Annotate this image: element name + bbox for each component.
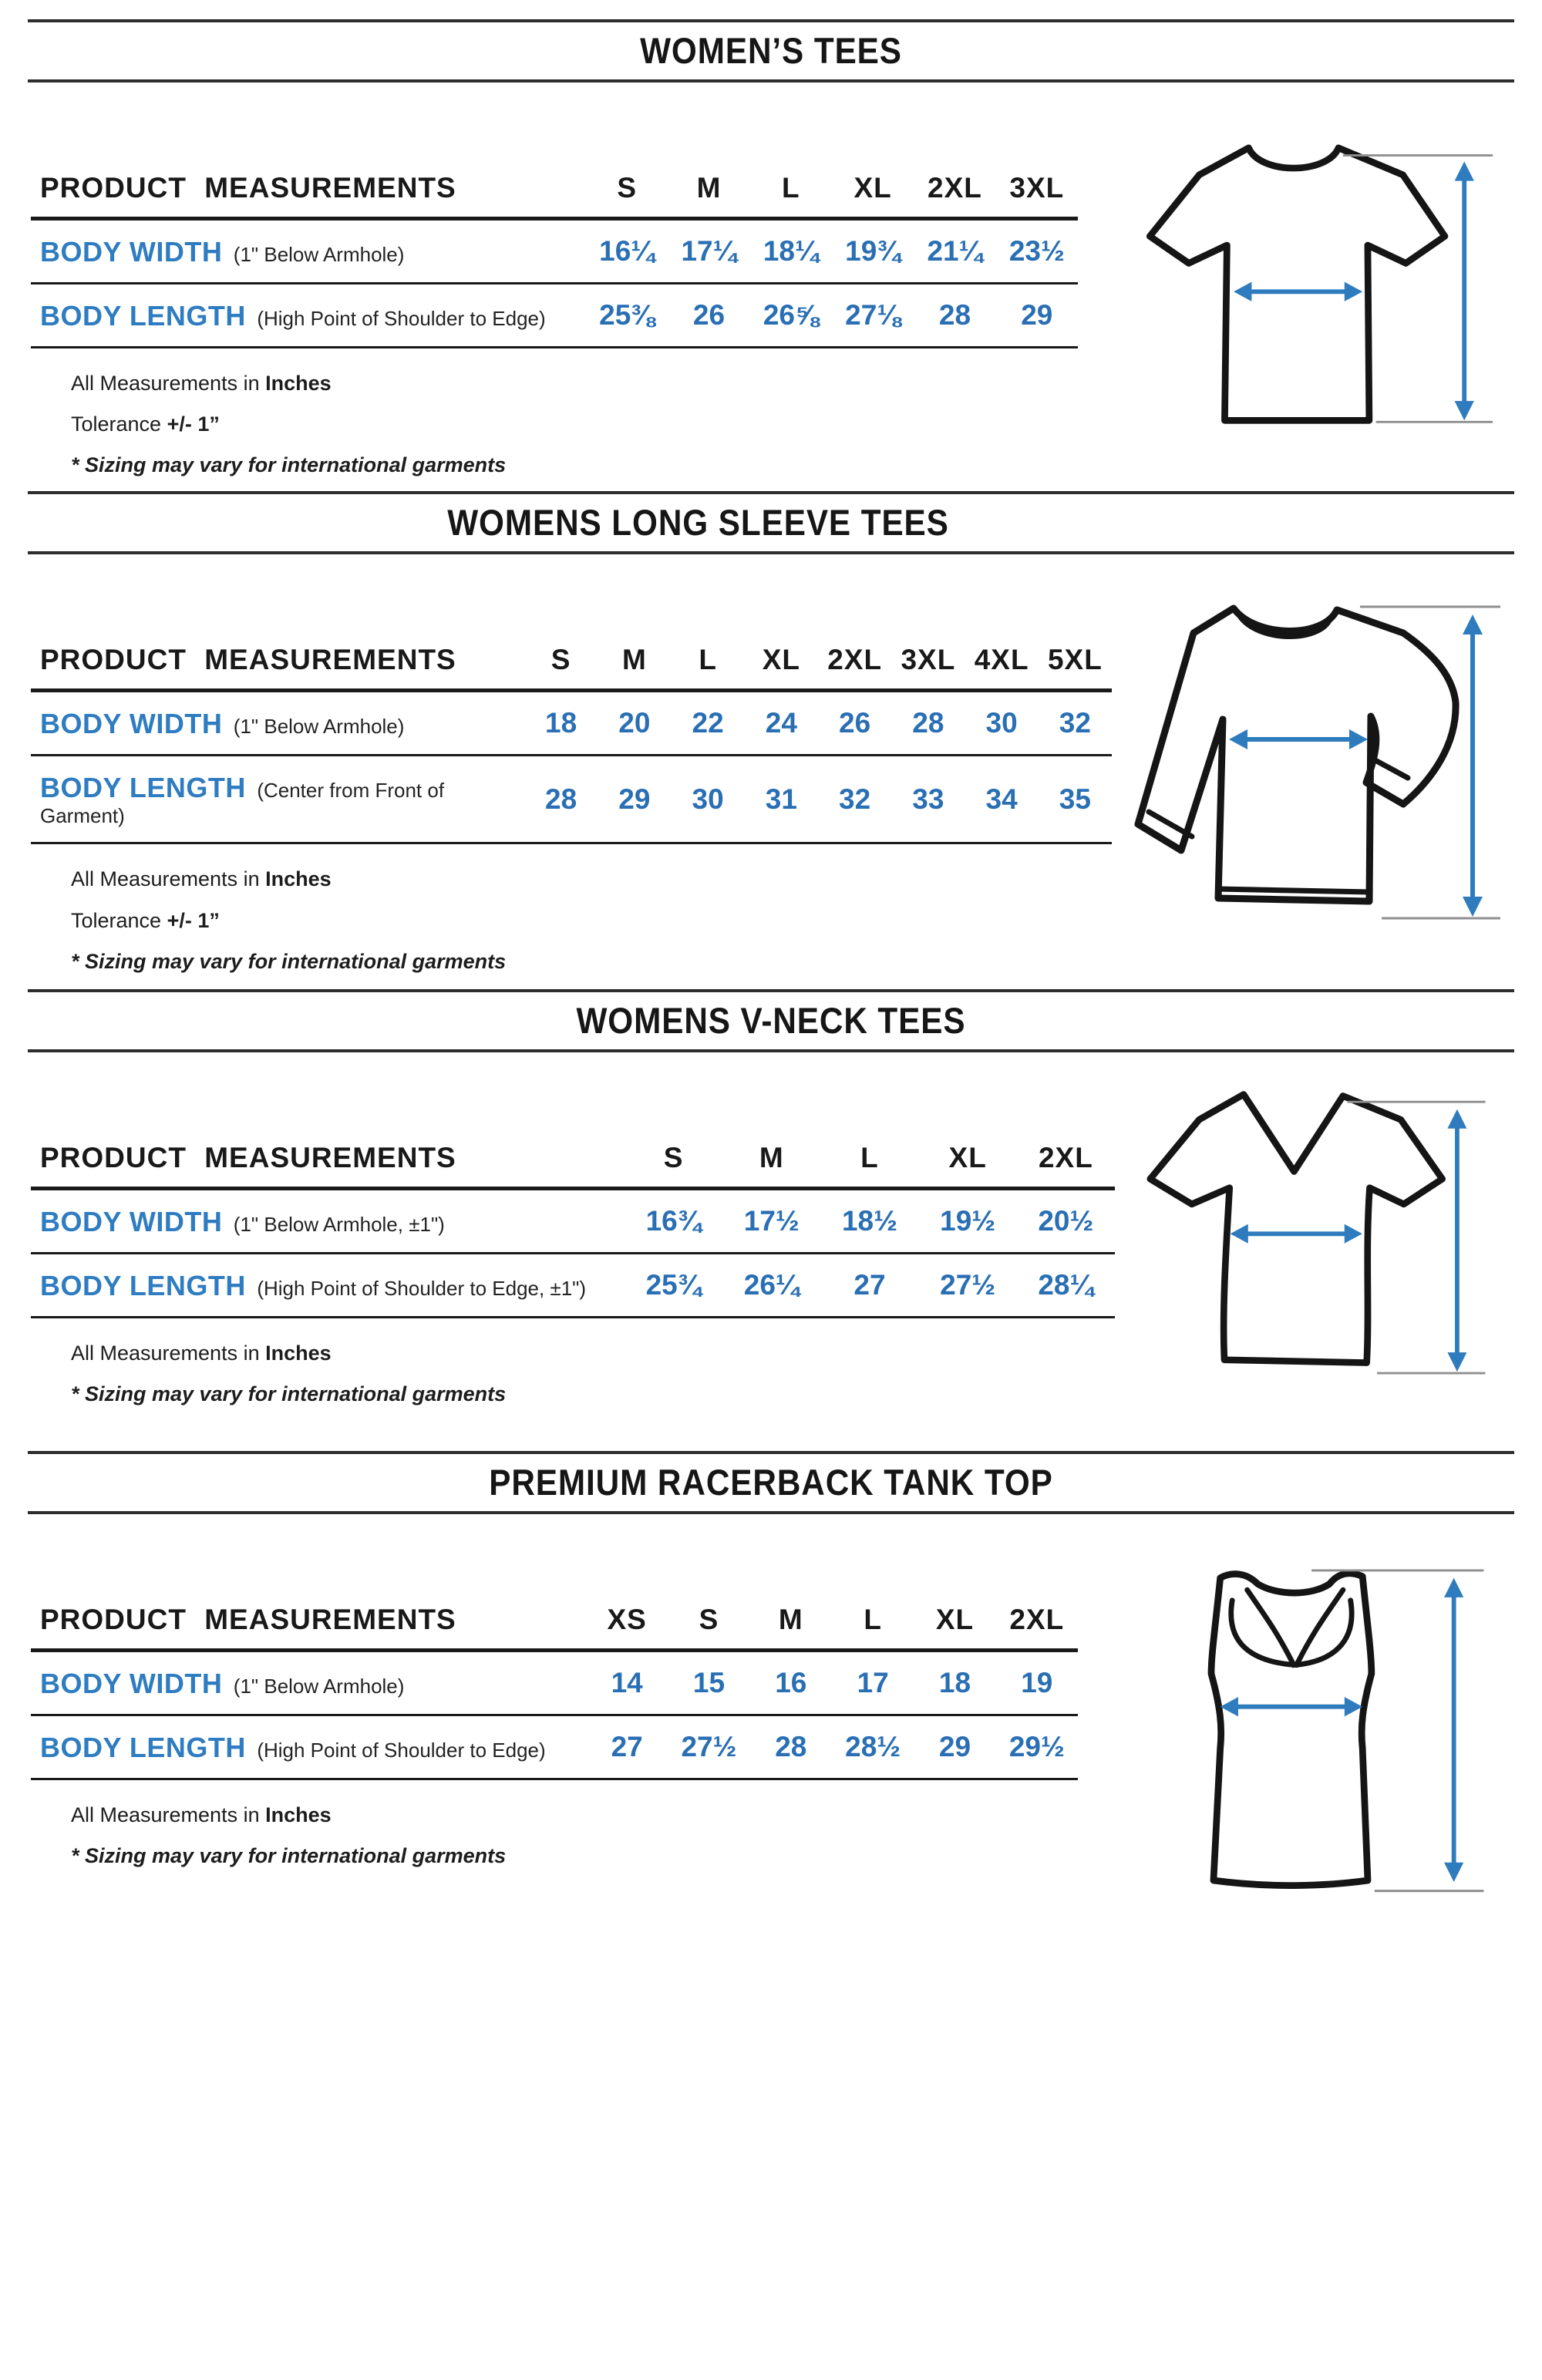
size-header: XL [914,1604,995,1651]
size-header: 2XL [914,172,995,219]
table-header-row [31,172,1078,219]
value-cell: 27⅛ [832,284,914,348]
value-cell: 34 [965,756,1039,843]
footnote-bold: Inches [265,867,332,891]
section-womens-tees [0,19,1542,480]
value-cell: 17 [832,1651,914,1715]
row-label-cell [31,756,524,843]
value-cell: 28½ [832,1715,914,1779]
row-label: BODY WIDTH [40,1205,223,1237]
value-cell: 26⅝ [750,284,832,348]
international-note: * Sizing may vary for international garments [71,453,507,477]
size-header: 4XL [965,644,1039,691]
footnote-bold: +/- 1” [167,412,220,436]
row-label: BODY WIDTH [40,708,223,740]
row-note: (High Point of Shoulder to Edge, ±1") [257,1276,587,1300]
tee-outline [1150,148,1445,420]
row-label: BODY WIDTH [40,1668,223,1700]
size-header: S [668,1604,749,1651]
table-row-body-length [31,1715,1078,1779]
value-cell: 25¾ [625,1253,722,1317]
value-cell: 28¼ [1017,1253,1115,1317]
hem-line [1218,889,1369,892]
size-header: M [598,644,671,691]
row-label: BODY LENGTH [40,1269,246,1301]
section-title-band [28,19,1514,82]
racerback-tank-illustration [1108,1543,1497,1914]
value-cell: 21¼ [914,219,995,284]
measurements-table [31,1142,1115,1318]
measurements-table [31,172,1078,348]
long-sleeve-diagram [1101,582,1502,944]
size-header: XS [586,1604,668,1651]
section-title: WOMEN’S TEES [640,30,902,71]
table-header-row [31,644,1112,691]
value-cell: 16 [750,1651,832,1715]
table-row-body-width [31,691,1112,756]
section-racerback-tank [0,1451,1542,1871]
value-cell: 28 [524,756,598,843]
long-sleeve-outline [1138,608,1456,901]
table-row-body-length [31,756,1112,843]
value-cell: 16¾ [625,1188,722,1253]
value-cell: 27 [820,1253,918,1317]
value-cell: 27½ [919,1253,1017,1317]
row-note: (1" Below Armhole) [233,715,405,739]
size-header: XL [832,172,914,219]
value-cell: 30 [672,756,745,843]
table-row-body-width [31,1188,1115,1253]
value-cell: 15 [668,1651,749,1715]
row-label: BODY LENGTH [40,300,246,332]
row-label-cell [31,1188,625,1253]
value-cell: 18 [524,691,598,756]
footnote-text: Tolerance [71,908,167,932]
table-header-row [31,1604,1078,1651]
measurements-table [31,1604,1078,1780]
measurements-table [31,644,1112,844]
tank-outline [1211,1574,1372,1886]
row-note: (High Point of Shoulder to Edge) [257,307,546,330]
size-header: L [820,1142,918,1189]
size-header: S [586,172,668,219]
value-cell: 28 [750,1715,832,1779]
value-cell: 19¾ [832,219,914,284]
footnote-bold: Inches [265,1803,332,1827]
long-sleeve-tee-illustration [1101,582,1502,948]
product-measurements-header: PRODUCT MEASUREMENTS [31,172,586,219]
footnote-text: All Measurements in [71,1803,266,1827]
value-cell: 29 [598,756,671,843]
value-cell: 19½ [919,1188,1017,1253]
value-cell: 28 [914,284,995,348]
tee-diagram [1106,118,1496,440]
value-cell: 26¼ [722,1253,820,1317]
value-cell: 24 [745,691,818,756]
size-header: M [668,172,749,219]
v-neck-outline [1150,1094,1443,1362]
international-note: * Sizing may vary for international garments [71,1382,507,1405]
value-cell: 19 [996,1651,1078,1715]
value-cell: 27½ [668,1715,749,1779]
row-label-cell [31,219,586,284]
value-cell: 27 [586,1715,668,1779]
size-header: 2XL [1017,1142,1115,1189]
row-label-cell [31,284,586,348]
row-label: BODY WIDTH [40,236,223,268]
value-cell: 33 [891,756,965,843]
footnote-text: Tolerance [71,412,167,436]
short-sleeve-tee-illustration [1106,118,1496,444]
value-cell: 22 [672,691,745,756]
size-header: L [832,1604,914,1651]
value-cell: 20½ [1017,1188,1115,1253]
row-note: (1" Below Armhole, ±1") [233,1212,445,1236]
size-header: 2XL [818,644,891,691]
row-label: BODY LENGTH [40,772,246,804]
v-neck-tee-illustration [1109,1066,1494,1404]
table-row-body-length [31,284,1078,348]
row-label-cell [31,1715,586,1779]
section-title: WOMENS V-NECK TEES [576,999,966,1041]
value-cell: 16¼ [586,219,668,284]
size-header: S [524,644,598,691]
size-header: S [625,1142,722,1189]
section-title-band [28,1451,1514,1514]
row-note: (Center from Front of Garment) [40,779,445,828]
size-header: M [722,1142,820,1189]
value-cell: 35 [1039,756,1112,843]
size-header: M [750,1604,832,1651]
value-cell: 17¼ [668,219,749,284]
v-neck-diagram [1109,1066,1494,1400]
international-note: * Sizing may vary for international garments [71,949,507,973]
value-cell: 25⅜ [586,284,668,348]
size-header: XL [919,1142,1017,1189]
value-cell: 28 [891,691,965,756]
row-label-cell [31,691,524,756]
section-title: WOMENS LONG SLEEVE TEES [447,502,949,544]
international-note: * Sizing may vary for international garments [71,1844,507,1868]
size-header: XL [745,644,818,691]
section-title-band [28,989,1514,1052]
product-measurements-header: PRODUCT MEASUREMENTS [31,644,524,691]
footnote-bold: Inches [265,372,332,395]
value-cell: 18¼ [750,219,832,284]
size-header: 2XL [996,1604,1078,1651]
product-measurements-header: PRODUCT MEASUREMENTS [31,1142,625,1189]
size-header: L [672,644,745,691]
product-measurements-header: PRODUCT MEASUREMENTS [31,1604,586,1651]
value-cell: 29 [914,1715,995,1779]
row-note: (1" Below Armhole) [233,243,405,266]
table-row-body-width [31,1651,1078,1715]
section-v-neck-tees [0,989,1542,1409]
value-cell: 14 [586,1651,668,1715]
size-header: 3XL [996,172,1078,219]
value-cell: 23½ [996,219,1078,284]
section-title: PREMIUM RACERBACK TANK TOP [489,1462,1053,1503]
value-cell: 29 [996,284,1078,348]
table-row-body-width [31,219,1078,284]
tank-diagram [1108,1543,1497,1910]
size-header: 5XL [1039,644,1112,691]
value-cell: 30 [965,691,1039,756]
value-cell: 32 [818,756,891,843]
value-cell: 32 [1039,691,1112,756]
value-cell: 18½ [820,1188,918,1253]
value-cell: 18 [914,1651,995,1715]
size-header: 3XL [891,644,965,691]
size-header: L [750,172,832,219]
footnote-text: All Measurements in [71,1341,266,1365]
row-label: BODY LENGTH [40,1732,246,1764]
value-cell: 17½ [722,1188,820,1253]
footnote-bold: Inches [265,1341,332,1365]
row-label-cell [31,1253,625,1317]
footnote-text: All Measurements in [71,867,266,891]
value-cell: 20 [598,691,671,756]
row-label-cell [31,1651,586,1715]
section-long-sleeve-tees [0,491,1542,976]
row-note: (1" Below Armhole) [233,1675,405,1698]
table-row-body-length [31,1253,1115,1317]
footnote-text: All Measurements in [71,372,266,395]
value-cell: 26 [818,691,891,756]
table-header-row [31,1142,1115,1189]
value-cell: 31 [745,756,818,843]
row-note: (High Point of Shoulder to Edge) [257,1739,546,1762]
footnote-bold: +/- 1” [167,908,220,932]
value-cell: 26 [668,284,749,348]
value-cell: 29½ [996,1715,1078,1779]
section-title-band [28,491,1514,554]
